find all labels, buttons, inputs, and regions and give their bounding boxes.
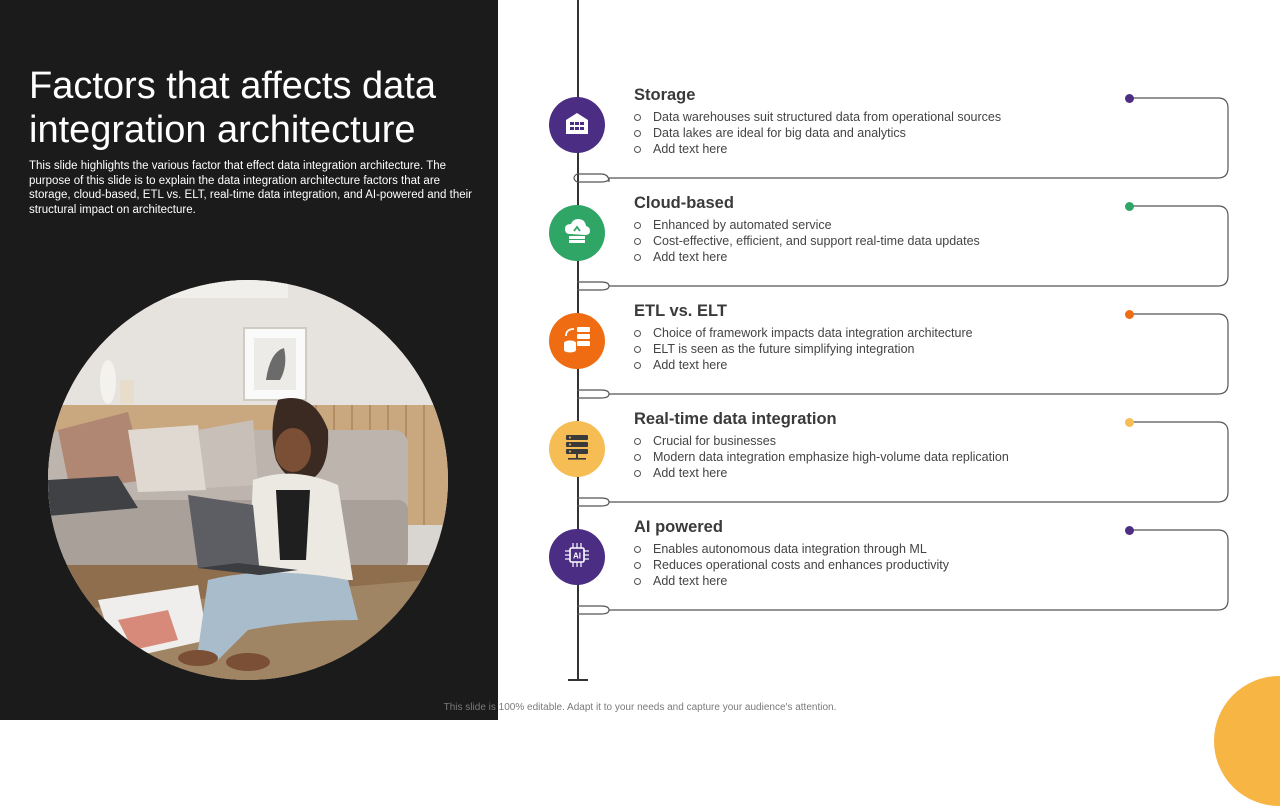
bullet-item: Add text here [634, 465, 1009, 481]
bullet-item: Add text here [634, 249, 980, 265]
factor-title: Storage [634, 86, 696, 104]
factor-ai-powered [549, 518, 1239, 626]
factor-cloud-based [549, 194, 1239, 302]
bullet-item: Data warehouses suit structured data from operational sources [634, 109, 1001, 125]
factor-bullets [634, 541, 949, 589]
factor-title: Cloud-based [634, 194, 734, 212]
factor-bullets [634, 109, 1001, 157]
accent-dot [1125, 94, 1134, 103]
bullet-item: Enhanced by automated service [634, 217, 980, 233]
bullet-item: Modern data integration emphasize high-volume data replication [634, 449, 1009, 465]
factor-real-time [549, 410, 1239, 518]
factor-storage [549, 86, 1239, 194]
cloud-server-icon [562, 216, 592, 251]
ai-icon-circle [549, 529, 605, 585]
factor-etl-vs-elt [549, 302, 1239, 410]
bullet-item: Choice of framework impacts data integration architecture [634, 325, 973, 341]
woman-with-laptop-photo [48, 280, 448, 680]
accent-dot [1125, 526, 1134, 535]
cloud-icon-circle [549, 205, 605, 261]
factor-bullets [634, 433, 1009, 481]
bullet-marker [634, 346, 641, 353]
bullet-marker [634, 146, 641, 153]
bullet-item: Enables autonomous data integration through ML [634, 541, 949, 557]
bullet-item: Add text here [634, 573, 949, 589]
factor-title: Real-time data integration [634, 410, 837, 428]
factor-title: ETL vs. ELT [634, 302, 727, 320]
bullet-marker [634, 222, 641, 229]
left-panel [0, 0, 498, 720]
bullet-marker [634, 546, 641, 553]
bullet-marker [634, 470, 641, 477]
bullet-marker [634, 238, 641, 245]
timeline-end-cap [568, 679, 588, 681]
footer-note: This slide is 100% editable. Adapt it to your needs and capture your audience's attention. [443, 702, 837, 713]
accent-dot [1125, 418, 1134, 427]
factor-bullets [634, 325, 973, 373]
accent-dot [1125, 202, 1134, 211]
bullet-item: ELT is seen as the future simplifying integration [634, 341, 973, 357]
bullet-item: Cost-effective, efficient, and support real-time data updates [634, 233, 980, 249]
svg-text:AI: AI [573, 551, 581, 560]
bullet-marker [634, 114, 641, 121]
realtime-icon-circle [549, 421, 605, 477]
bullet-item: Data lakes are ideal for big data and analytics [634, 125, 1001, 141]
bullet-marker [634, 454, 641, 461]
slide-description: This slide highlights the various factor that effect data integration architecture. The purpose of this slide is to explain the data integration architecture factors that are storage, cloud-based, ETL vs. ELT, real-time data integration, and AI-powered and their structural impact on architecture. [29, 160, 472, 216]
bullet-item: Crucial for businesses [634, 433, 1009, 449]
factor-title: AI powered [634, 518, 723, 536]
warehouse-icon [563, 109, 591, 142]
accent-dot [1125, 310, 1134, 319]
ai-chip-icon [562, 540, 592, 575]
bullet-marker [634, 578, 641, 585]
bullet-marker [634, 130, 641, 137]
bullet-item: Reduces operational costs and enhances productivity [634, 557, 949, 573]
bullet-marker [634, 362, 641, 369]
bullet-marker [634, 330, 641, 337]
slide-title: Factors that affects data integration architecture [29, 65, 436, 151]
server-rack-icon [562, 432, 592, 467]
corner-decoration [1214, 676, 1280, 806]
bullet-marker [634, 438, 641, 445]
factor-bullets [634, 217, 980, 265]
storage-icon-circle [549, 97, 605, 153]
bullet-item: Add text here [634, 357, 973, 373]
bullet-marker [634, 254, 641, 261]
bullet-marker [634, 562, 641, 569]
data-transfer-icon [562, 324, 592, 359]
etl-icon-circle [549, 313, 605, 369]
bullet-item: Add text here [634, 141, 1001, 157]
